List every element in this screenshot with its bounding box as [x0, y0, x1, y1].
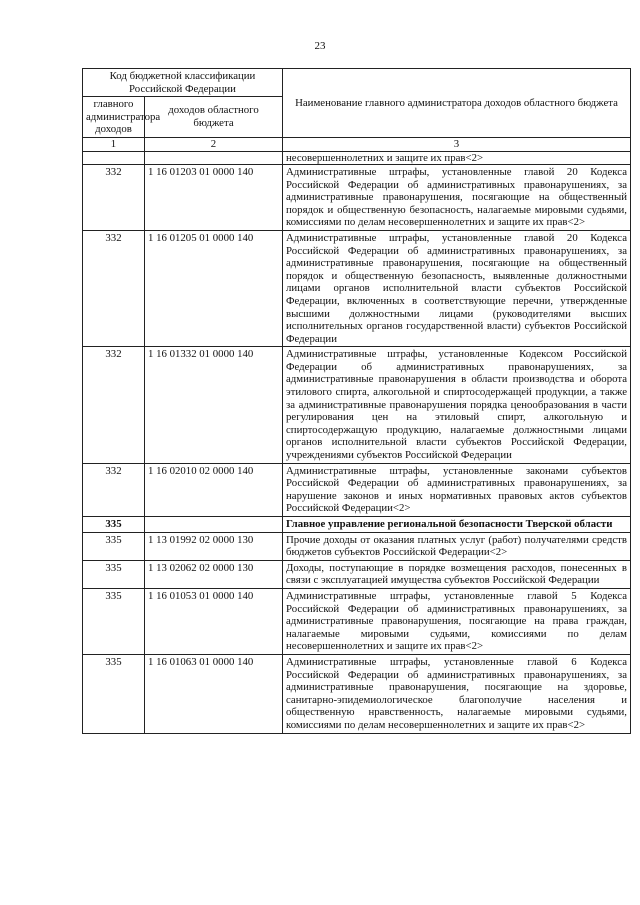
cell-admin-code: 332 — [83, 230, 145, 346]
cell-income-name: Доходы, поступающие в порядке возмещения расходов, понесенных в связи с эксплуатацией имущества субъектов Российской Федерации — [283, 560, 631, 588]
header-budget-code-group: Код бюджетной классификации Российской Федерации — [83, 69, 283, 97]
cell-administrator-title: Главное управление региональной безопасности Тверской области — [283, 517, 631, 533]
header-administrator-name: Наименование главного администратора доходов областного бюджета — [283, 69, 631, 138]
cell-income-name: Административные штрафы, установленные главой 20 Кодекса Российской Федерации об административных правонарушениях, за административные правонарушения, посягающие на общественный порядок и общественную безопасность, налагаемые мировыми судьями, комиссиями по делам несовершеннолетних и защите их прав<2> — [283, 164, 631, 230]
cell-income-name: Административные штрафы, установленные главой 5 Кодекса Российской Федерации об административных правонарушениях, за административные правонарушения, посягающие на права граждан, налагаемые мировыми судьями, комиссиями по делам несовершеннолетних и защите их прав<2> — [283, 588, 631, 654]
cell-income-code: 1 16 02010 02 0000 140 — [145, 463, 283, 516]
cell-income-code: 1 16 01332 01 0000 140 — [145, 347, 283, 463]
header-row-top — [83, 69, 631, 97]
cell-income-code: 1 13 02062 02 0000 130 — [145, 560, 283, 588]
column-number-1: 1 — [83, 137, 145, 151]
cell-admin-code: 332 — [83, 347, 145, 463]
cell-admin-code: 335 — [83, 532, 145, 560]
table-row — [83, 347, 631, 463]
cell-income-code: 1 13 01992 02 0000 130 — [145, 532, 283, 560]
cell-admin-code: 335 — [83, 517, 145, 533]
cell-income-code: 1 16 01063 01 0000 140 — [145, 654, 283, 733]
cell-admin-code: 332 — [83, 463, 145, 516]
table-row — [83, 588, 631, 654]
header-income-code: доходов областного бюджета — [145, 97, 283, 138]
table-row — [83, 654, 631, 733]
table-row — [83, 532, 631, 560]
cell-income-code — [145, 517, 283, 533]
cell-income-name: Прочие доходы от оказания платных услуг (работ) получателями средств бюджетов субъектов Российской Федерации<2> — [283, 532, 631, 560]
table-row — [83, 560, 631, 588]
table-row-continuation — [83, 151, 631, 164]
cell-income-name: Административные штрафы, установленные главой 6 Кодекса Российской Федерации об административных правонарушениях, за административные правонарушения, посягающие на здоровье, санитарно-эпидемиологическое благополучие населения и общественную нравственность, налагаемые мировыми судьями, комиссиями по делам несовершеннолетних и защите их прав<2> — [283, 654, 631, 733]
cell-income-name: Административные штрафы, установленные главой 20 Кодекса Российской Федерации об административных правонарушениях, за административные правонарушения, посягающие на общественный порядок и общественную безопасность, выявленные должностными лицами органов исполнительной власти субъектов Российской Федерации, включенных в соответствующие перечни, утвержденные высшими должностными лицами (руководителями высших исполнительных органов государственной власти) субъектов Российской Федерации — [283, 230, 631, 346]
table-row — [83, 164, 631, 230]
column-number-row — [83, 137, 631, 151]
cell-income-name: Административные штрафы, установленные Кодексом Российской Федерации об административных правонарушениях, за административные правонарушения в области производства и оборота этилового спирта, алкогольной и спиртосодержащей продукции, а также за административные правонарушения порядка ценообразования в части регулирования цен на этиловый спирт, алкогольную и спиртосодержащую продукцию, налагаемые должностными лицами органов исполнительной власти субъектов Российской Федерации, учреждениями субъектов Российской Федерации — [283, 347, 631, 463]
table-row — [83, 463, 631, 516]
cell-admin-code — [83, 151, 145, 164]
budget-classification-table — [82, 68, 631, 734]
cell-income-name: Административные штрафы, установленные законами субъектов Российской Федерации об административных правонарушениях, за нарушение законов и иных нормативных правовых актов субъектов Российской Федерации<2> — [283, 463, 631, 516]
header-main-administrator: главного администратора доходов — [83, 97, 145, 138]
column-number-3: 3 — [283, 137, 631, 151]
cell-income-name: несовершеннолетних и защите их прав<2> — [283, 151, 631, 164]
cell-income-code: 1 16 01205 01 0000 140 — [145, 230, 283, 346]
column-number-2: 2 — [145, 137, 283, 151]
cell-admin-code: 332 — [83, 164, 145, 230]
cell-income-code: 1 16 01203 01 0000 140 — [145, 164, 283, 230]
cell-income-code: 1 16 01053 01 0000 140 — [145, 588, 283, 654]
cell-admin-code: 335 — [83, 588, 145, 654]
table-row — [83, 230, 631, 346]
cell-admin-code: 335 — [83, 654, 145, 733]
cell-admin-code: 335 — [83, 560, 145, 588]
table-row-administrator-heading — [83, 517, 631, 533]
page-number: 23 — [314, 40, 326, 52]
cell-income-code — [145, 151, 283, 164]
